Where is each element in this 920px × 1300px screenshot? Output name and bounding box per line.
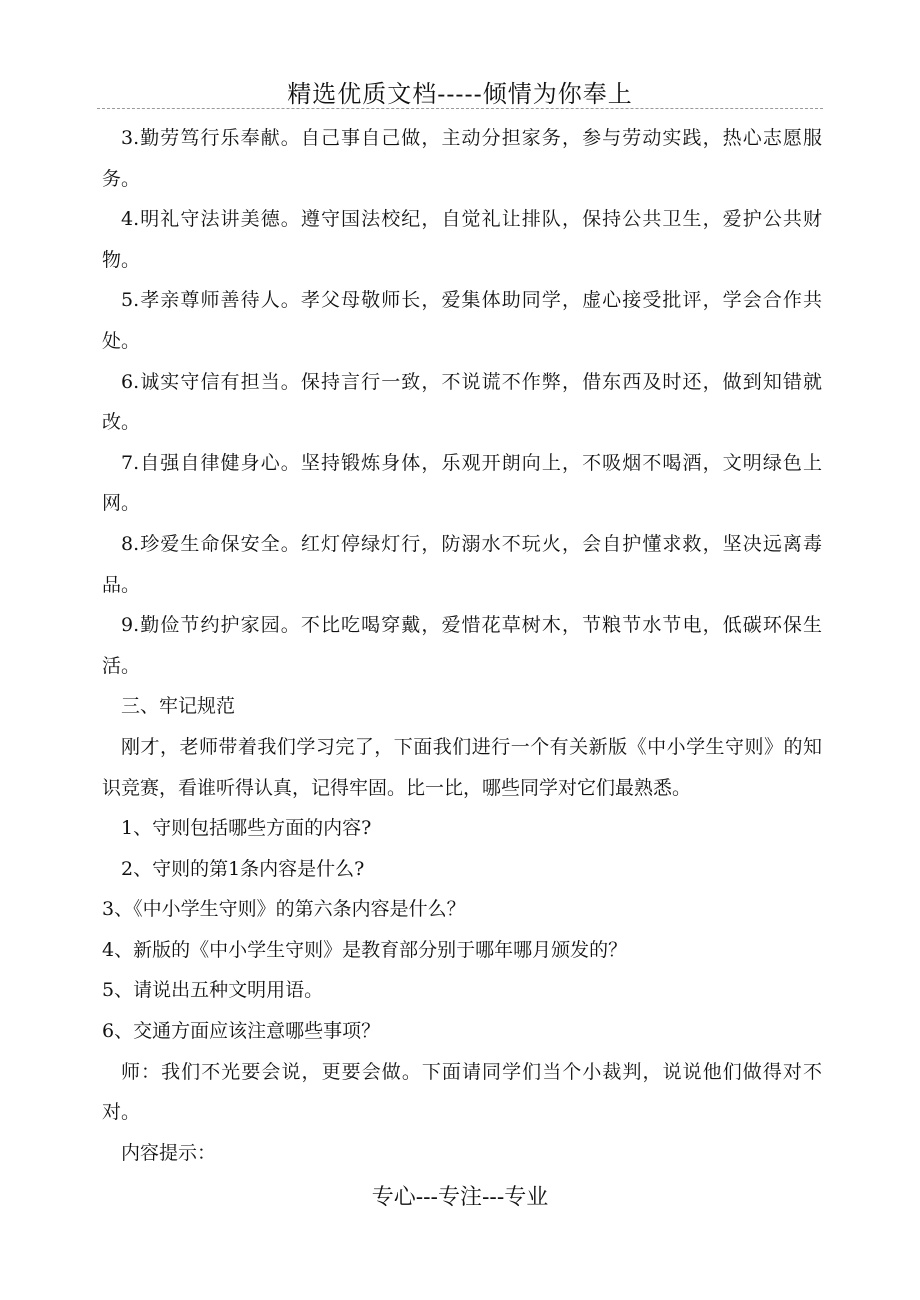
question-4: 4、新版的《中小学生守则》是教育部分别于哪年哪月颁发的？	[102, 938, 628, 961]
section-intro: 刚才，老师带着我们学习完了，下面我们进行一个有关新版《中小学生守则》的知识竞赛，看谁听得认真，记得牢固。比一比，哪些同学对它们最熟悉。	[102, 735, 822, 799]
question-3: 3、《中小学生守则》的第六条内容是什么？	[102, 898, 466, 921]
teacher-remark: 师：我们不光要会说，更要会做。下面请同学们当个小裁判，说说他们做得对不对。	[102, 1060, 822, 1124]
page-footer-text: 专心---专注---专业	[371, 1185, 549, 1210]
rule-item-4: 4.明礼守法讲美德。遵守国法校纪，自觉礼让排队，保持公共卫生，爱护公共财物。	[102, 208, 822, 271]
question-2: 2、守则的第1条内容是什么?	[121, 857, 365, 880]
question-6: 6、交通方面应该注意哪些事项？	[102, 1020, 381, 1043]
rule-item-8: 8.珍爱生命保安全。红灯停绿灯行，防溺水不玩火，会自护懂求救，坚决远离毒品。	[102, 532, 822, 596]
header-divider	[97, 108, 823, 109]
rule-item-5: 5.孝亲尊师善待人。孝父母敬师长，爱集体助同学，虚心接受批评，学会合作共处。	[102, 289, 822, 352]
content-hint-label: 内容提示：	[121, 1141, 217, 1164]
rule-item-6: 6.诚实守信有担当。保持言行一致，不说谎不作弊，借东西及时还，做到知错就改。	[102, 370, 822, 434]
document-body	[102, 118, 822, 1173]
rule-item-3: 3.勤劳笃行乐奉献。自己事自己做，主动分担家务，参与劳动实践，热心志愿服务。	[102, 127, 822, 190]
rule-item-7: 7.自强自律健身心。坚持锻炼身体，乐观开朗向上，不吸烟不喝酒，文明绿色上网。	[102, 451, 822, 515]
rule-item-9: 9.勤俭节约护家园。不比吃喝穿戴，爱惜花草树木，节粮节水节电，低碳环保生活。	[102, 614, 822, 677]
section-heading: 三、牢记规范	[121, 695, 236, 718]
question-1: 1、守则包括哪些方面的内容?	[121, 817, 372, 840]
question-5: 5、请说出五种文明用语。	[102, 979, 324, 1002]
page-header-title: 精选优质文档-----倾情为你奉上	[287, 80, 633, 108]
